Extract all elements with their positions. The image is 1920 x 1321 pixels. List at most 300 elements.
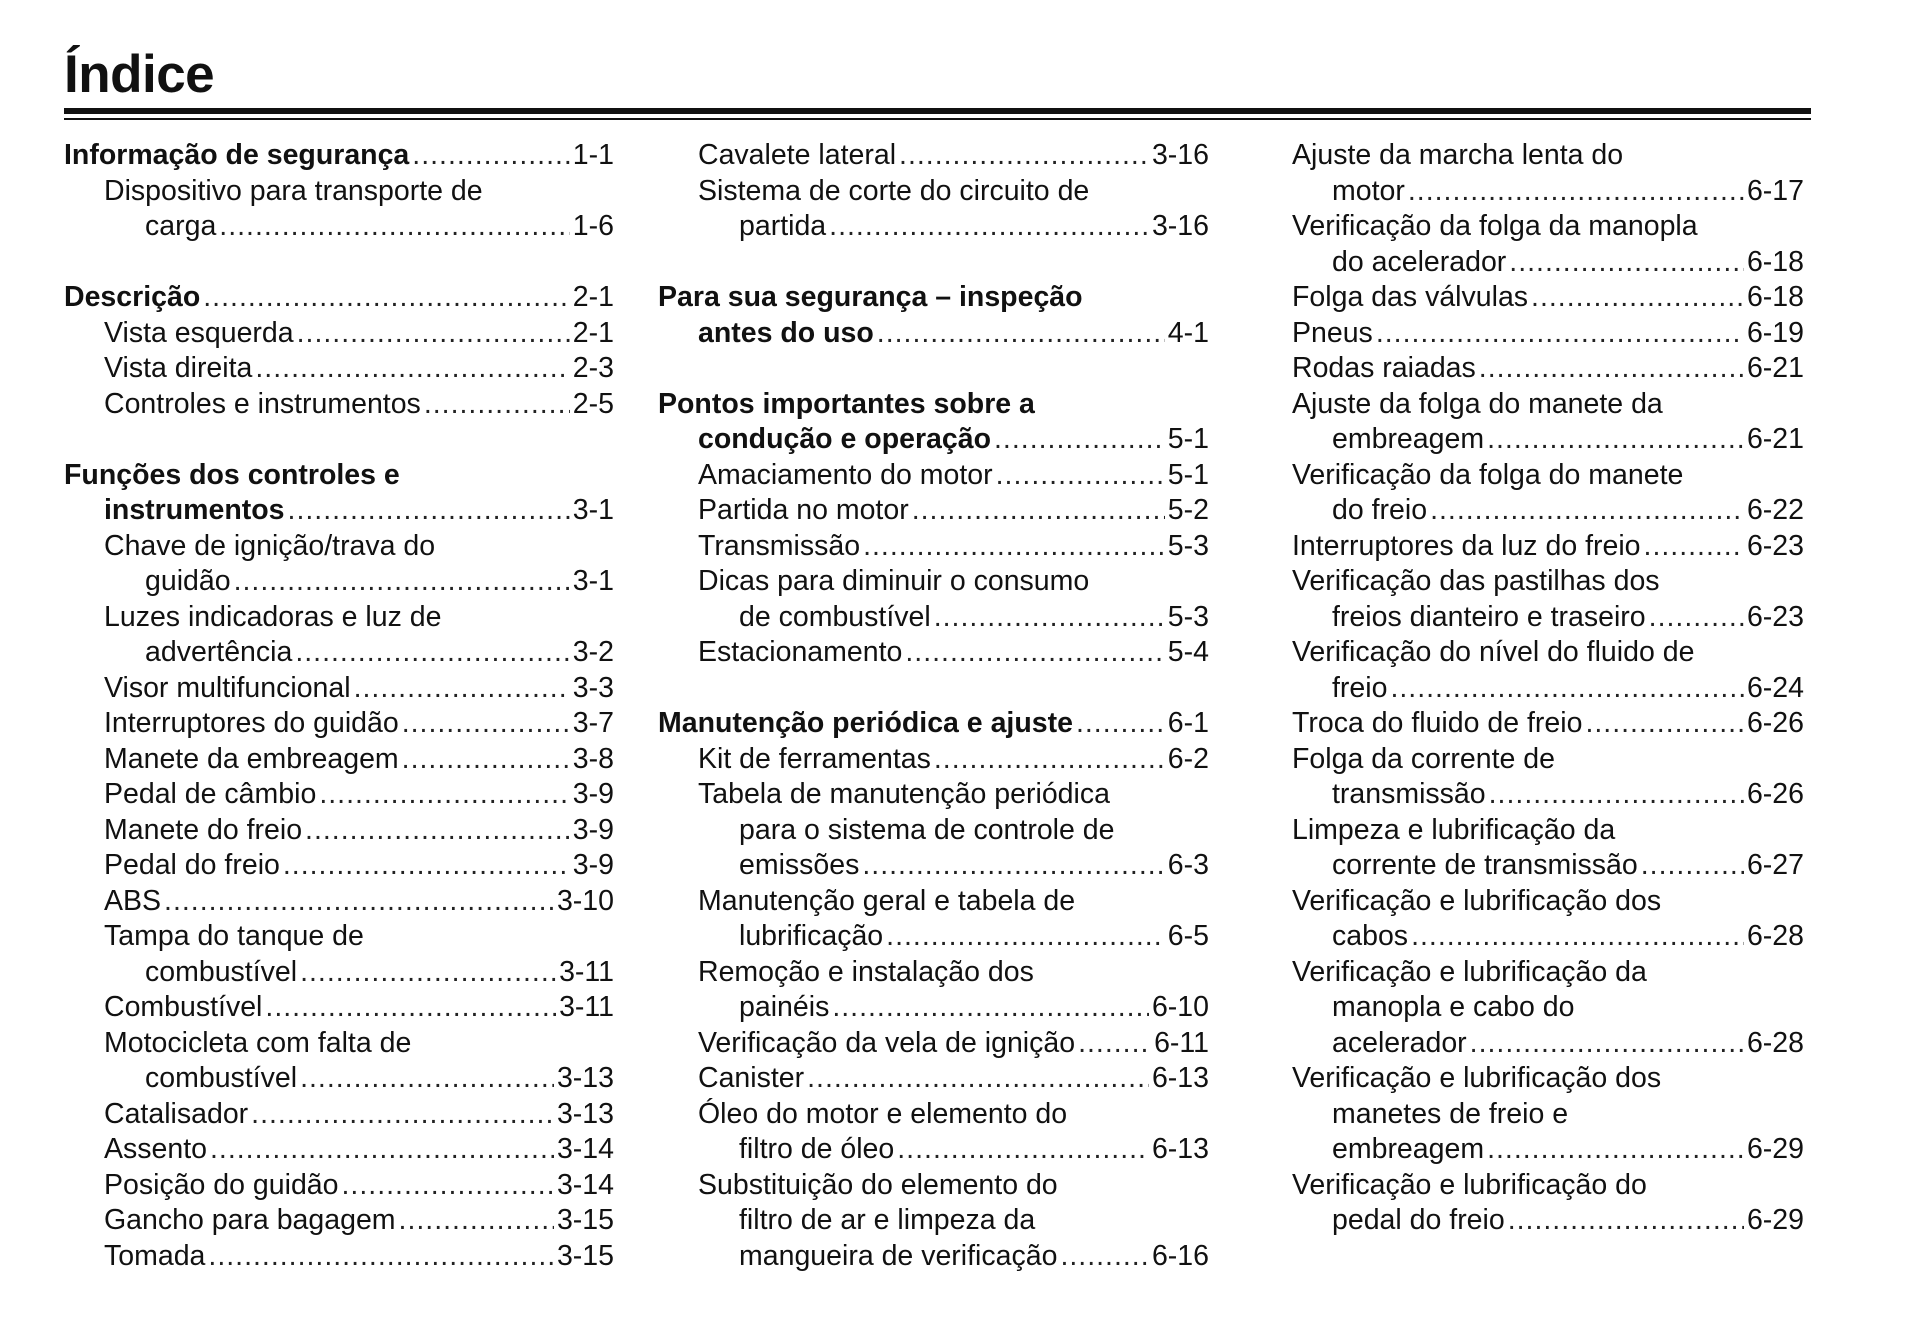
- toc-page-number[interactable]: 6-13: [1151, 1062, 1209, 1094]
- dot-leader: [909, 493, 1165, 529]
- dot-leader: [1075, 1026, 1151, 1062]
- toc-entry-text: Verificação da folga do manete: [1292, 458, 1684, 491]
- toc-entry-text: Amaciamento do motor: [698, 458, 993, 491]
- toc-entry-line: [64, 919, 614, 955]
- toc-entry-line: [1292, 1097, 1804, 1133]
- dot-leader: [316, 777, 569, 813]
- toc-entry-line: [1292, 493, 1804, 529]
- dot-leader: [896, 138, 1149, 174]
- dot-leader: [1405, 174, 1744, 210]
- toc-entry-text: embreagem: [1332, 1133, 1485, 1165]
- toc-entry-text: Verificação e lubrificação dos: [1292, 884, 1662, 917]
- toc-entry-text: Sistema de corte do circuito de: [698, 174, 1090, 207]
- toc-entry-text: Vista esquerda: [104, 316, 294, 349]
- toc-entry-line: [1292, 813, 1804, 849]
- toc-entry-line: [64, 884, 614, 920]
- toc-entry[interactable]: [1292, 1168, 1804, 1239]
- toc-entry-line: [658, 1239, 1209, 1275]
- toc-page-number[interactable]: 5-1: [1167, 423, 1209, 455]
- toc-entry[interactable]: [64, 1168, 614, 1204]
- toc-entry-text: lubrificação: [739, 920, 884, 952]
- toc-page-number[interactable]: 2-3: [572, 352, 614, 384]
- toc-entry-line: [658, 955, 1209, 991]
- toc-entry-text: carga: [145, 210, 217, 242]
- toc-page-number[interactable]: 3-13: [556, 1062, 614, 1094]
- toc-page-number[interactable]: 3-9: [572, 813, 614, 846]
- toc-entry-line: [1292, 706, 1804, 742]
- toc-page-number[interactable]: 6-26: [1746, 778, 1804, 810]
- dot-leader: [902, 635, 1164, 671]
- toc-entry-text: Manutenção periódica e ajuste: [658, 707, 1073, 739]
- toc-page-number[interactable]: 4-1: [1167, 316, 1209, 349]
- toc-page-number[interactable]: 3-13: [556, 1097, 614, 1130]
- toc-entry-text: Para sua segurança – inspeção: [658, 281, 1083, 313]
- toc-entry-text: Pedal de câmbio: [104, 778, 317, 810]
- toc-entry[interactable]: [1292, 209, 1804, 280]
- toc-page-number[interactable]: 6-3: [1167, 849, 1209, 881]
- toc-page-number[interactable]: 6-29: [1746, 1204, 1804, 1236]
- toc-entry-line: [64, 813, 614, 849]
- toc-entry-text: Assento: [104, 1133, 207, 1165]
- toc-entry-line: [64, 351, 614, 387]
- toc-entry[interactable]: [64, 706, 614, 742]
- toc-entry[interactable]: [1292, 635, 1804, 706]
- toc-entry-text: Manete do freio: [104, 813, 303, 846]
- toc-entry-text: transmissão: [1332, 778, 1486, 810]
- toc-entry-text: Ajuste da folga do manete da: [1292, 387, 1663, 420]
- toc-entry[interactable]: [1292, 280, 1804, 316]
- toc-entry-text: filtro de ar e limpeza da: [739, 1204, 1036, 1236]
- toc-entry[interactable]: [658, 777, 1209, 884]
- toc-section-heading[interactable]: [658, 387, 1209, 458]
- dot-leader: [200, 280, 570, 316]
- title-rule-thick: [64, 108, 1811, 114]
- toc-entry[interactable]: [1292, 351, 1804, 387]
- toc-page-number[interactable]: 3-3: [572, 671, 614, 704]
- toc-entry-text: Interruptores do guidão: [104, 707, 399, 739]
- toc-entry-text: Canister: [698, 1062, 805, 1094]
- toc-entry-text: Luzes indicadoras e luz de: [104, 600, 442, 633]
- dot-leader: [1646, 600, 1744, 636]
- toc-entry-line: [64, 280, 614, 316]
- toc-page-number[interactable]: 6-27: [1746, 849, 1804, 881]
- toc-entry-line: [64, 777, 614, 813]
- toc-entry[interactable]: [658, 529, 1209, 565]
- toc-entry-text: Controles e instrumentos: [104, 387, 421, 420]
- toc-entry[interactable]: [64, 174, 614, 245]
- toc-entry[interactable]: [64, 671, 614, 707]
- toc-page-number[interactable]: 3-1: [572, 565, 614, 597]
- toc-page-number[interactable]: 6-19: [1746, 316, 1804, 349]
- toc-page-number[interactable]: 6-10: [1151, 991, 1209, 1023]
- toc-entry[interactable]: [64, 600, 614, 671]
- toc-entry-line: [1292, 777, 1804, 813]
- toc-entry-text: antes do uso: [698, 316, 874, 349]
- dot-leader: [207, 1132, 554, 1168]
- dot-leader: [1582, 706, 1744, 742]
- toc-page-number[interactable]: 6-1: [1167, 707, 1209, 739]
- toc-entry-text: Remoção e instalação dos: [698, 955, 1034, 988]
- toc-entry-text: Troca do fluido de freio: [1292, 707, 1583, 739]
- toc-column-2: [658, 138, 1209, 1274]
- toc-entry[interactable]: [658, 884, 1209, 955]
- toc-entry[interactable]: [1292, 742, 1804, 813]
- toc-entry-line: [1292, 458, 1804, 494]
- toc-page-number[interactable]: 6-16: [1151, 1239, 1209, 1272]
- toc-entry[interactable]: [658, 458, 1209, 494]
- toc-entry[interactable]: [658, 174, 1209, 245]
- toc-entry[interactable]: [64, 529, 614, 600]
- toc-page-number[interactable]: 5-4: [1167, 636, 1209, 668]
- toc-entry-line: [658, 990, 1209, 1026]
- dot-leader: [859, 848, 1164, 884]
- toc-entry[interactable]: [658, 1097, 1209, 1168]
- toc-page-number[interactable]: 6-13: [1151, 1133, 1209, 1165]
- toc-entry[interactable]: [64, 1203, 614, 1239]
- toc-entry-line: [1292, 1132, 1804, 1168]
- toc-entry[interactable]: [1292, 884, 1804, 955]
- toc-entry-text: Tabela de manutenção periódica: [698, 778, 1110, 810]
- toc-entry-text: corrente de transmissão: [1332, 849, 1638, 881]
- toc-page-number[interactable]: 3-7: [572, 707, 614, 739]
- toc-page-number[interactable]: 2-1: [572, 316, 614, 349]
- toc-entry-line: [64, 1239, 614, 1275]
- toc-entry[interactable]: [1292, 1061, 1804, 1168]
- toc-entry-text: motor: [1332, 174, 1405, 207]
- toc-entry-line: [658, 813, 1209, 849]
- toc-page-number[interactable]: 3-1: [572, 494, 614, 526]
- toc-entry-text: Partida no motor: [698, 494, 909, 526]
- toc-entry-line: [658, 316, 1209, 352]
- dot-leader: [1484, 422, 1744, 458]
- toc-entry-text: Estacionamento: [698, 636, 903, 668]
- toc-entry-line: [1292, 600, 1804, 636]
- toc-entry-text: Cavalete lateral: [698, 139, 897, 171]
- toc-entry[interactable]: [658, 955, 1209, 1026]
- dot-leader: [231, 564, 570, 600]
- toc-entry-text: Pneus: [1292, 316, 1373, 349]
- toc-page-number[interactable]: 6-23: [1746, 529, 1804, 562]
- toc-entry[interactable]: [64, 884, 614, 920]
- toc-entry-text: Limpeza e lubrificação da: [1292, 813, 1616, 846]
- toc-page-number[interactable]: 3-14: [556, 1133, 614, 1165]
- toc-entry-text: ABS: [104, 884, 162, 917]
- toc-entry-line: [64, 529, 614, 565]
- toc-entry-line: [1292, 955, 1804, 991]
- toc-page-number[interactable]: 5-2: [1167, 494, 1209, 526]
- toc-page-number[interactable]: 6-5: [1167, 920, 1209, 952]
- toc-entry-line: [64, 635, 614, 671]
- toc-entry-text: Verificação e lubrificação do: [1292, 1168, 1647, 1201]
- dot-leader: [302, 813, 570, 849]
- toc-entry[interactable]: [1292, 387, 1804, 458]
- toc-entry-text: pedal do freio: [1332, 1204, 1505, 1236]
- toc-page-number[interactable]: 6-28: [1746, 920, 1804, 952]
- dot-leader: [1427, 493, 1744, 529]
- toc-page-number[interactable]: 6-21: [1746, 352, 1804, 384]
- toc-entry-line: [658, 600, 1209, 636]
- toc-entry-text: Vista direita: [104, 352, 253, 384]
- toc-entry-text: do acelerador: [1332, 245, 1507, 278]
- toc-entry-line: [1292, 635, 1804, 671]
- toc-entry-text: Verificação da folga da manopla: [1292, 210, 1698, 242]
- toc-page-number[interactable]: 6-22: [1746, 494, 1804, 526]
- toc-page-number[interactable]: 3-15: [556, 1204, 614, 1236]
- toc-page-number[interactable]: 6-24: [1746, 671, 1804, 704]
- toc-entry[interactable]: [1292, 955, 1804, 1062]
- toc-entry[interactable]: [64, 848, 614, 884]
- dot-leader: [396, 1203, 554, 1239]
- toc-entry-text: Verificação e lubrificação dos: [1292, 1062, 1662, 1094]
- toc-entry-line: [1292, 990, 1804, 1026]
- toc-entry[interactable]: [64, 1026, 614, 1097]
- toc-entry-text: cabos: [1332, 920, 1409, 952]
- toc-entry-line: [64, 742, 614, 778]
- dot-leader: [399, 706, 570, 742]
- toc-section-heading[interactable]: [658, 706, 1209, 742]
- toc-entry-line: [64, 990, 614, 1026]
- toc-entry-line: [64, 1026, 614, 1062]
- toc-page-number[interactable]: 5-3: [1167, 529, 1209, 562]
- toc-entry-line: [64, 600, 614, 636]
- toc-entry-text: Rodas raiadas: [1292, 352, 1476, 384]
- toc-entry[interactable]: [658, 564, 1209, 635]
- toc-entry[interactable]: [658, 1168, 1209, 1275]
- toc-entry-text: Óleo do motor e elemento do: [698, 1097, 1068, 1130]
- dot-leader: [1373, 316, 1744, 352]
- toc-entry-text: manopla e cabo do: [1332, 991, 1575, 1023]
- toc-entry-text: guidão: [145, 565, 231, 597]
- dot-leader: [991, 422, 1165, 458]
- toc-entry-line: [658, 564, 1209, 600]
- toc-entry-line: [64, 1132, 614, 1168]
- toc-section-heading[interactable]: [658, 280, 1209, 351]
- toc-entry-text: instrumentos: [104, 494, 285, 526]
- toc-entry-line: [658, 1203, 1209, 1239]
- toc-entry-line: [1292, 209, 1804, 245]
- toc-entry[interactable]: [658, 1026, 1209, 1062]
- toc-page-number[interactable]: 6-18: [1746, 245, 1804, 278]
- toc-page-number[interactable]: 3-9: [572, 778, 614, 810]
- toc-entry[interactable]: [64, 351, 614, 387]
- toc-entry-text: combustível: [145, 955, 298, 988]
- toc-page-number[interactable]: 6-2: [1167, 742, 1209, 775]
- dot-leader: [1506, 245, 1744, 281]
- toc-entry-text: Manete da embreagem: [104, 742, 399, 775]
- dot-leader: [409, 138, 570, 174]
- toc-entry-line: [1292, 138, 1804, 174]
- toc-entry[interactable]: [64, 990, 614, 1026]
- toc-entry-text: Funções dos controles e: [64, 458, 400, 491]
- dot-leader: [804, 1061, 1149, 1097]
- dot-leader: [248, 1097, 554, 1133]
- dot-leader: [351, 671, 570, 707]
- toc-entry-line: [64, 387, 614, 423]
- toc-entry-text: Verificação e lubrificação da: [1292, 955, 1647, 988]
- toc-entry-text: painéis: [739, 991, 830, 1023]
- toc-entry-line: [1292, 529, 1804, 565]
- toc-entry-line: [658, 742, 1209, 778]
- toc-entry[interactable]: [658, 742, 1209, 778]
- dot-leader: [1467, 1026, 1744, 1062]
- toc-entry-line: [658, 458, 1209, 494]
- toc-page-number[interactable]: 3-14: [556, 1168, 614, 1201]
- toc-entry-line: [1292, 1203, 1804, 1239]
- toc-entry[interactable]: [64, 919, 614, 990]
- toc-entry-line: [64, 1097, 614, 1133]
- toc-entry[interactable]: [64, 316, 614, 352]
- toc-page-number[interactable]: 6-21: [1746, 423, 1804, 455]
- toc-section-heading[interactable]: [64, 280, 614, 316]
- toc-entry-text: Transmissão: [698, 529, 861, 562]
- dot-leader: [1641, 529, 1744, 565]
- toc-page-number[interactable]: 6-23: [1746, 600, 1804, 633]
- dot-leader: [1505, 1203, 1744, 1239]
- toc-entry[interactable]: [1292, 564, 1804, 635]
- title-rule-thin: [64, 118, 1811, 120]
- toc-entry-line: [1292, 316, 1804, 352]
- toc-entry[interactable]: [64, 1097, 614, 1133]
- toc-entry-text: freios dianteiro e traseiro: [1332, 600, 1646, 633]
- toc-entry-line: [1292, 848, 1804, 884]
- toc-entry-text: Tampa do tanque de: [104, 920, 364, 952]
- toc-entry[interactable]: [658, 1061, 1209, 1097]
- toc-column-1: [64, 138, 614, 1274]
- toc-entry-line: [658, 1097, 1209, 1133]
- toc-entry[interactable]: [64, 777, 614, 813]
- toc-page-number[interactable]: 6-26: [1746, 707, 1804, 739]
- toc-entry[interactable]: [658, 493, 1209, 529]
- toc-entry-text: Verificação da vela de ignição: [698, 1026, 1076, 1059]
- toc-entry-text: combustível: [145, 1062, 298, 1094]
- dot-leader: [1486, 777, 1744, 813]
- toc-section-heading[interactable]: [64, 138, 614, 174]
- toc-entry-line: [658, 848, 1209, 884]
- dot-leader: [216, 209, 570, 245]
- dot-leader: [280, 848, 570, 884]
- toc-entry-line: [64, 458, 614, 494]
- toc-page-number[interactable]: 1-6: [572, 210, 614, 242]
- toc-entry[interactable]: [1292, 138, 1804, 209]
- toc-page-number[interactable]: 5-3: [1167, 600, 1209, 633]
- page-title: Índice: [64, 45, 215, 104]
- toc-entry-line: [1292, 245, 1804, 281]
- dot-leader: [205, 1239, 554, 1275]
- toc-entry[interactable]: [1292, 458, 1804, 529]
- toc-entry-line: [1292, 1061, 1804, 1097]
- toc-entry-text: para o sistema de controle de: [739, 813, 1115, 846]
- dot-leader: [421, 387, 570, 423]
- toc-entry[interactable]: [658, 138, 1209, 174]
- toc-entry-line: [1292, 742, 1804, 778]
- toc-page-number[interactable]: 6-28: [1746, 1026, 1804, 1059]
- toc-entry[interactable]: [1292, 706, 1804, 742]
- toc-entry-text: Dispositivo para transporte de: [104, 174, 483, 207]
- toc-entry-text: Kit de ferramentas: [698, 742, 931, 775]
- toc-page-number[interactable]: 3-10: [556, 884, 614, 917]
- toc-page-number[interactable]: 3-15: [556, 1239, 614, 1272]
- toc-entry-line: [658, 422, 1209, 458]
- toc-entry[interactable]: [64, 813, 614, 849]
- toc-entry-line: [658, 174, 1209, 210]
- toc-page-number[interactable]: 3-11: [559, 991, 614, 1023]
- toc-section-heading[interactable]: [64, 458, 614, 529]
- toc-entry-line: [658, 1061, 1209, 1097]
- toc-entry-line: [64, 316, 614, 352]
- toc-page-number[interactable]: 3-9: [572, 849, 614, 881]
- toc-entry-line: [1292, 422, 1804, 458]
- toc-entry-text: Visor multifuncional: [104, 671, 351, 704]
- toc-entry-line: [64, 138, 614, 174]
- dot-leader: [1408, 919, 1744, 955]
- dot-leader: [1073, 706, 1165, 742]
- toc-page-number[interactable]: 2-1: [572, 281, 614, 313]
- toc-entry[interactable]: [64, 387, 614, 423]
- toc-entry[interactable]: [1292, 529, 1804, 565]
- toc-entry-line: [658, 1026, 1209, 1062]
- toc-entry-line: [658, 529, 1209, 565]
- toc-entry-text: freio: [1332, 671, 1388, 704]
- toc-entry-text: Chave de ignição/trava do: [104, 529, 436, 562]
- toc-entry-line: [64, 174, 614, 210]
- toc-entry-text: Gancho para bagagem: [104, 1204, 396, 1236]
- toc-entry-text: acelerador: [1332, 1026, 1467, 1059]
- dot-leader: [252, 351, 569, 387]
- toc-entry[interactable]: [1292, 316, 1804, 352]
- toc-entry-text: Substituição do elemento do: [698, 1168, 1058, 1201]
- toc-page-number[interactable]: 3-8: [572, 742, 614, 775]
- toc-entry-text: Motocicleta com falta de: [104, 1026, 412, 1059]
- toc-entry-line: [64, 955, 614, 991]
- toc-entry-line: [1292, 351, 1804, 387]
- toc-page-number[interactable]: 6-11: [1154, 1026, 1209, 1059]
- toc-entry[interactable]: [1292, 813, 1804, 884]
- toc-entry[interactable]: [658, 635, 1209, 671]
- toc-page-number[interactable]: 2-5: [572, 387, 614, 420]
- toc-entry-line: [64, 848, 614, 884]
- toc-entry-text: advertência: [145, 636, 293, 668]
- toc-page-number[interactable]: 3-16: [1151, 139, 1209, 171]
- toc-entry-line: [64, 1061, 614, 1097]
- toc-entry-line: [1292, 1168, 1804, 1204]
- toc-page-number[interactable]: 3-11: [559, 955, 614, 988]
- toc-entry-line: [658, 280, 1209, 316]
- dot-leader: [285, 493, 570, 529]
- toc-entry[interactable]: [64, 1239, 614, 1275]
- toc-page-number[interactable]: 3-2: [572, 636, 614, 668]
- toc-entry-text: Interruptores da luz do freio: [1292, 529, 1641, 562]
- dot-leader: [297, 1061, 554, 1097]
- toc-entry[interactable]: [64, 742, 614, 778]
- toc-page-number[interactable]: 5-1: [1167, 458, 1209, 491]
- toc-page-number[interactable]: 6-17: [1746, 174, 1804, 207]
- toc-entry-line: [1292, 671, 1804, 707]
- toc-page-number[interactable]: 1-1: [572, 139, 614, 171]
- toc-page-number[interactable]: 6-18: [1746, 281, 1804, 313]
- toc-entry-line: [658, 777, 1209, 813]
- dot-leader: [826, 209, 1149, 245]
- toc-page-number[interactable]: 6-29: [1746, 1133, 1804, 1165]
- toc-entry-text: Combustível: [104, 991, 263, 1023]
- dot-leader: [993, 458, 1165, 494]
- toc-entry[interactable]: [64, 1132, 614, 1168]
- dot-leader: [874, 316, 1165, 352]
- toc-entry-text: manetes de freio e: [1332, 1097, 1569, 1130]
- dot-leader: [829, 990, 1149, 1026]
- toc-page-number[interactable]: 3-16: [1151, 210, 1209, 242]
- toc-entry-line: [658, 1132, 1209, 1168]
- toc-entry-line: [658, 635, 1209, 671]
